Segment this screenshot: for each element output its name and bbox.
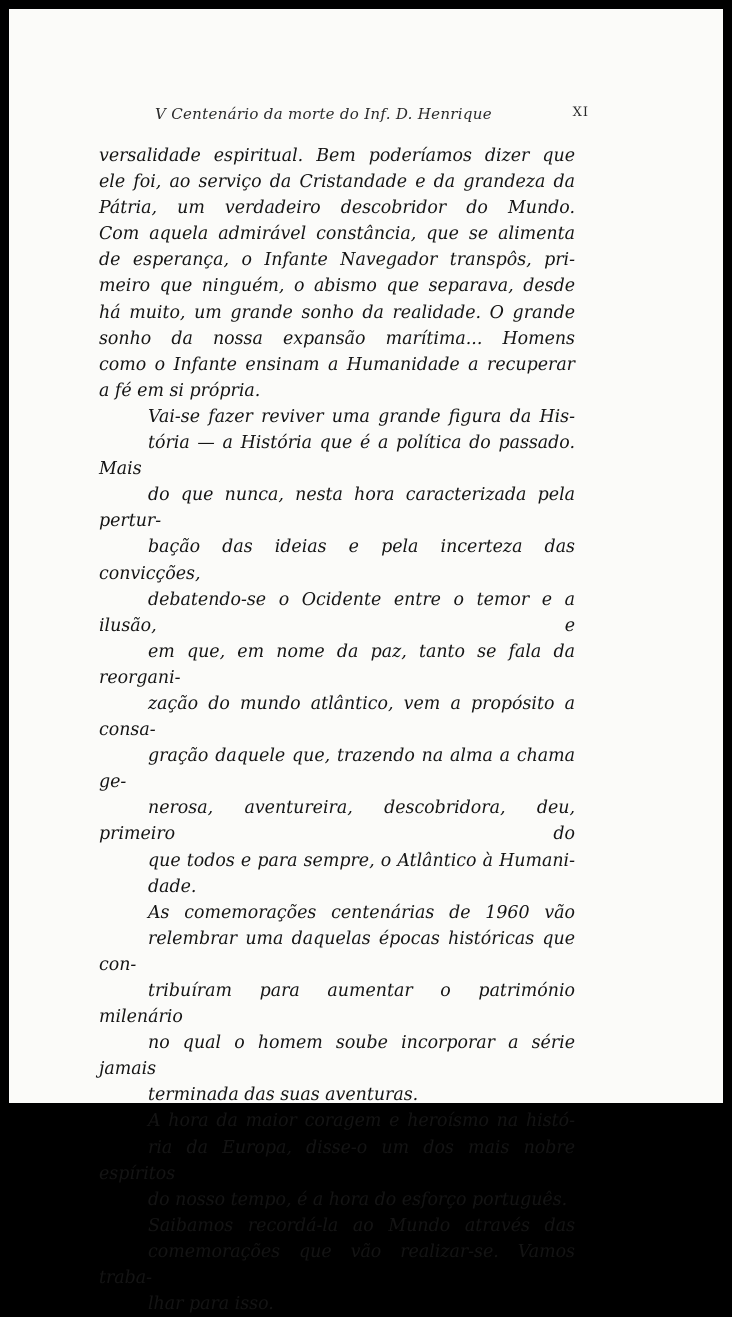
text-line: Vai-se fazer reviver uma grande figura da His-	[148, 406, 575, 427]
text-line: versalidade espiritual. Bem poderíamos dizer que	[99, 146, 575, 166]
text-line: dade.	[148, 876, 197, 897]
text-line: Com aquela admirável constância, que se alimenta	[99, 224, 575, 245]
text-line: A hora da maior coragem e heroísmo na histó-	[148, 1111, 575, 1132]
text-line: Saibamos recordá-la ao Mundo através das	[148, 1215, 575, 1236]
text-line: relembrar uma daquelas épocas históricas que con-	[99, 928, 575, 975]
text-line: como o Infante ensinam a Humanidade a recuperar	[99, 354, 575, 375]
text-line: do nosso tempo, é a hora do esforço português.	[148, 1189, 568, 1210]
text-line: há muito, um grande sonho da realidade. O grande	[99, 302, 575, 323]
body-text	[99, 143, 575, 1317]
paragraph-4	[99, 1108, 575, 1212]
text-line: ria da Europa, disse-o um dos mais nobre espíritos	[99, 1137, 575, 1184]
text-line: gração daquele que, trazendo na alma a chama ge-	[99, 746, 575, 793]
running-header	[155, 105, 589, 129]
text-line: nerosa, aventureira, descobridora, deu, primeiro do	[99, 798, 575, 845]
paragraph-3	[99, 900, 575, 1109]
paragraph-1	[99, 143, 575, 404]
text-line: ele foi, ao serviço da Cristandade e da grandeza da	[99, 172, 575, 193]
text-line: terminada das suas aventuras.	[148, 1085, 419, 1106]
text-line: Pátria, um verdadeiro descobridor do Mundo.	[99, 198, 575, 219]
text-line: bação das ideias e pela incerteza das convicções,	[99, 537, 575, 584]
text-line: em que, em nome da paz, tanto se fala da reorgani-	[99, 641, 575, 688]
text-line: a fé em si própria.	[99, 380, 261, 401]
text-line: sonho da nossa expansão marítima... Homens	[99, 328, 575, 349]
page-number: XI	[572, 105, 589, 120]
text-line: debatendo-se o Ocidente entre o temor e a ilusão, e	[99, 589, 575, 636]
paragraph-2	[99, 404, 575, 900]
text-line: tória — a História que é a política do passado. Mais	[99, 433, 575, 480]
text-line: comemorações que vão realizar-se. Vamos traba-	[99, 1241, 575, 1289]
running-title: V Centenário da morte do Inf. D. Henrique	[155, 105, 492, 123]
text-line: zação do mundo atlântico, vem a propósito a consa-	[99, 693, 575, 741]
text-line: no qual o homem soube incorporar a série jamais	[99, 1033, 575, 1080]
text-line: que todos e para sempre, o Atlântico à Humani-	[148, 850, 575, 871]
text-line: As comemorações centenárias de 1960 vão	[148, 902, 575, 923]
text-line: de esperança, o Infante Navegador transpôs, pri-	[99, 250, 575, 271]
text-line: lhar para isso.	[148, 1294, 274, 1315]
text-line: meiro que ninguém, o abismo que separava, desde	[99, 276, 575, 297]
paragraph-5	[99, 1213, 575, 1317]
text-line: do que nunca, nesta hora caracterizada pela pertur-	[99, 485, 575, 532]
text-line: tribuíram para aumentar o património milenário	[99, 981, 575, 1028]
